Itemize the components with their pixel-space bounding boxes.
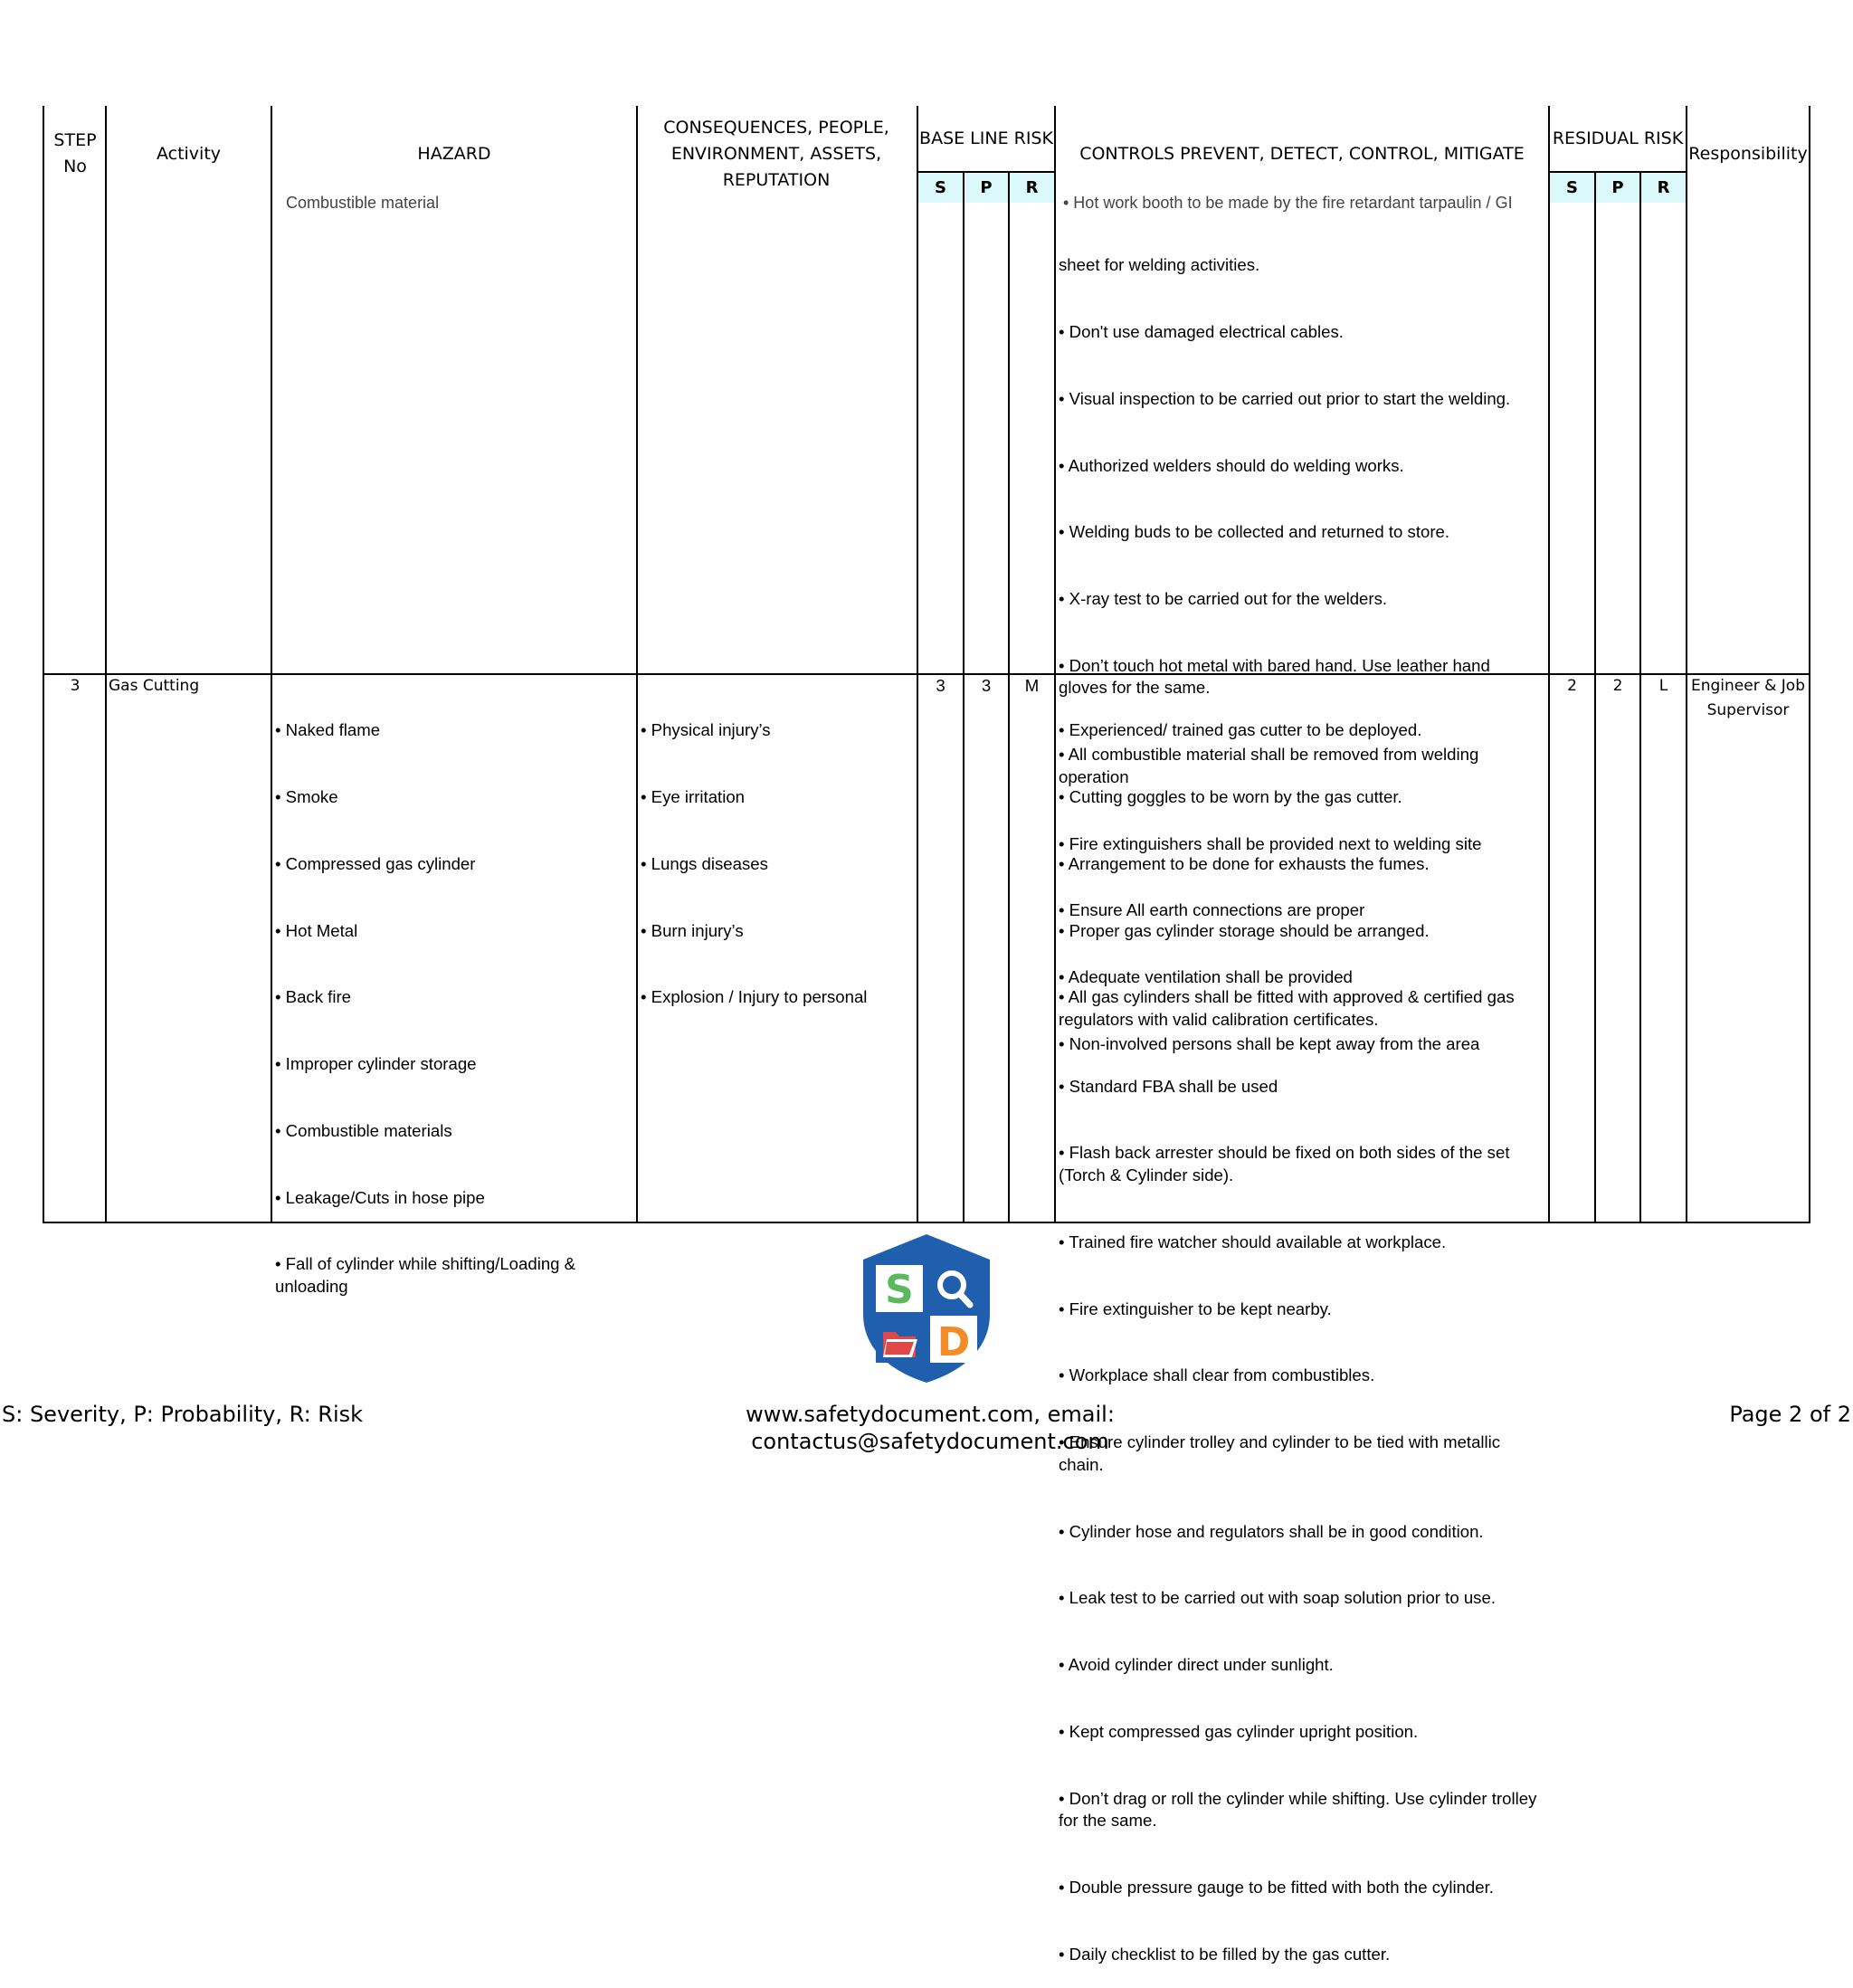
list-item: • Ensure cylinder trolley and cylinder to be tied with metallic chain. bbox=[1059, 1432, 1501, 1474]
header-baseline-r: R bbox=[1010, 173, 1054, 203]
divider-activity-hazard bbox=[271, 106, 272, 1223]
header-baseline-s: S bbox=[918, 173, 963, 203]
footer-contact: www.safetydocument.com, email: contactus@safetydocument.com bbox=[746, 1402, 1115, 1454]
divider-baseline-p-r bbox=[1008, 172, 1010, 1223]
divider-baseline-controls bbox=[1054, 106, 1056, 1223]
baseline-r-value: M bbox=[1024, 676, 1040, 695]
list-item: • Compressed gas cylinder bbox=[275, 853, 476, 873]
divider-residual-responsibility bbox=[1686, 106, 1687, 1223]
header-consequences: CONSEQUENCES, PEOPLE, ENVIRONMENT, ASSETS, REPUTATION bbox=[663, 117, 889, 190]
list-item: • Smoke bbox=[275, 786, 338, 806]
list-item: • Experienced/ trained gas cutter to be deployed. bbox=[1059, 720, 1422, 740]
list-item: • Don’t touch hot metal with bared hand. Use leather hand gloves for the same. bbox=[1059, 655, 1490, 698]
svg-text:D: D bbox=[936, 1319, 971, 1365]
list-item: • Hot Metal bbox=[275, 920, 358, 940]
list-item: • Kept compressed gas cylinder upright position. bbox=[1059, 1721, 1419, 1741]
divider-baseline-s-p bbox=[963, 172, 965, 1223]
footer-page-number: Page 2 of 2 bbox=[1729, 1402, 1851, 1427]
list-item: • Workplace shall clear from combustibles. bbox=[1059, 1365, 1375, 1385]
list-item: • Fire extinguisher to be kept nearby. bbox=[1059, 1298, 1332, 1318]
list-item: • Fire extinguishers shall be provided next to welding site bbox=[1059, 833, 1482, 853]
residual-r-value: L bbox=[1658, 677, 1668, 695]
list-item: • Combustible materials bbox=[275, 1120, 452, 1140]
list-item: • Visual inspection to be carried out prior to start the welding. bbox=[1059, 388, 1511, 408]
list-item: • Cylinder hose and regulators shall be in good condition. bbox=[1059, 1521, 1484, 1541]
list-item: • Avoid cylinder direct under sunlight. bbox=[1059, 1655, 1334, 1675]
row-consequences-list bbox=[641, 675, 912, 1032]
footer-legend: S: Severity, P: Probability, R: Risk bbox=[2, 1402, 364, 1427]
baseline-s-value: 3 bbox=[936, 676, 946, 695]
baseline-p-value: 3 bbox=[981, 676, 992, 695]
list-item: • Trained fire watcher should available at workplace. bbox=[1059, 1232, 1447, 1251]
list-item: • Double pressure gauge to be fitted with both the cylinder. bbox=[1059, 1878, 1494, 1898]
list-item: • Leak test to be carried out with soap solution prior to use. bbox=[1059, 1588, 1496, 1608]
list-item: • Fall of cylinder while shifting/Loading & unloading bbox=[275, 1254, 576, 1297]
border-left bbox=[43, 106, 44, 1223]
header-residual-p: P bbox=[1596, 173, 1639, 203]
list-item: • Authorized welders should do welding works. bbox=[1059, 455, 1404, 475]
divider-step-activity bbox=[105, 106, 107, 1223]
list-item: • Adequate ventilation shall be provided bbox=[1059, 967, 1353, 987]
divider-controls-residual bbox=[1548, 106, 1550, 1223]
list-item: • Don’t drag or roll the cylinder while shifting. Use cylinder trolley for the same. bbox=[1059, 1788, 1537, 1831]
residual-s-value: 2 bbox=[1567, 677, 1577, 695]
list-item: • Proper gas cylinder storage should be arranged. bbox=[1059, 920, 1430, 940]
list-item: • Cutting goggles to be worn by the gas cutter. bbox=[1059, 786, 1402, 806]
list-item: • Flash back arrester should be fixed on both sides of the set (Torch & Cylinder side). bbox=[1059, 1143, 1510, 1185]
border-right bbox=[1809, 106, 1810, 1223]
list-item: • All combustible material shall be removed from welding operation bbox=[1059, 745, 1479, 786]
list-item: • Leakage/Cuts in hose pipe bbox=[275, 1187, 485, 1207]
list-item: • Welding buds to be collected and returned to store. bbox=[1059, 522, 1450, 542]
divider-consequences-baseline bbox=[917, 106, 918, 1223]
header-baseline-risk: BASE LINE RISK bbox=[919, 128, 1053, 148]
list-item: • Standard FBA shall be used bbox=[1059, 1076, 1278, 1096]
list-item: • Non-involved persons shall be kept away from the area bbox=[1059, 1033, 1480, 1053]
list-item: • Daily checklist to be filled by the gas cutter. bbox=[1059, 1944, 1391, 1964]
list-item: • Improper cylinder storage bbox=[275, 1054, 477, 1074]
shield-icon bbox=[854, 1231, 999, 1386]
list-item: • Eye irritation bbox=[641, 786, 746, 806]
cut-controls-text: • Hot work booth to be made by the fire retardant tarpaulin / GI bbox=[1063, 194, 1513, 212]
list-item: • Burn injury’s bbox=[641, 920, 744, 940]
list-item: • Don't use damaged electrical cables. bbox=[1059, 321, 1344, 341]
header-residual-r: R bbox=[1641, 173, 1686, 203]
header-hazard: HAZARD bbox=[417, 143, 491, 164]
row-activity: Gas Cutting bbox=[109, 677, 200, 695]
divider-hazard-consequences bbox=[636, 106, 638, 1223]
header-responsibility: Responsibility bbox=[1688, 143, 1808, 164]
safetydocument-shield-logo bbox=[854, 1231, 999, 1386]
list-item: • Back fire bbox=[275, 987, 352, 1007]
list-item: • X-ray test to be carried out for the welders. bbox=[1059, 589, 1388, 609]
list-item: • Physical injury’s bbox=[641, 720, 771, 740]
header-step: STEP No bbox=[53, 130, 97, 176]
row-responsibility: Engineer & Job Supervisor bbox=[1691, 677, 1805, 719]
row-controls-list bbox=[1059, 675, 1543, 1988]
header-baseline-p: P bbox=[965, 173, 1008, 203]
header-residual-s: S bbox=[1550, 173, 1594, 203]
list-item: sheet for welding activities. bbox=[1059, 255, 1260, 275]
list-item: • All gas cylinders shall be fitted with approved & certified gas regulators with valid calibration certificates. bbox=[1059, 987, 1515, 1029]
header-activity: Activity bbox=[156, 143, 222, 164]
list-item: • Explosion / Injury to personal bbox=[641, 987, 868, 1007]
list-item: • Naked flame bbox=[275, 720, 381, 740]
svg-text:S: S bbox=[885, 1267, 914, 1313]
header-residual-risk: RESIDUAL RISK bbox=[1552, 128, 1684, 148]
header-controls: CONTROLS PREVENT, DETECT, CONTROL, MITIGATE bbox=[1079, 143, 1525, 164]
list-item: • Ensure All earth connections are proper bbox=[1059, 900, 1365, 920]
row-hazards-list bbox=[275, 675, 632, 1320]
list-item: • Lungs diseases bbox=[641, 853, 768, 873]
residual-p-value: 2 bbox=[1612, 677, 1623, 695]
row-step: 3 bbox=[70, 677, 81, 695]
cut-hazard-text: Combustible material bbox=[286, 194, 440, 212]
list-item: • Arrangement to be done for exhausts the fumes. bbox=[1059, 853, 1430, 873]
